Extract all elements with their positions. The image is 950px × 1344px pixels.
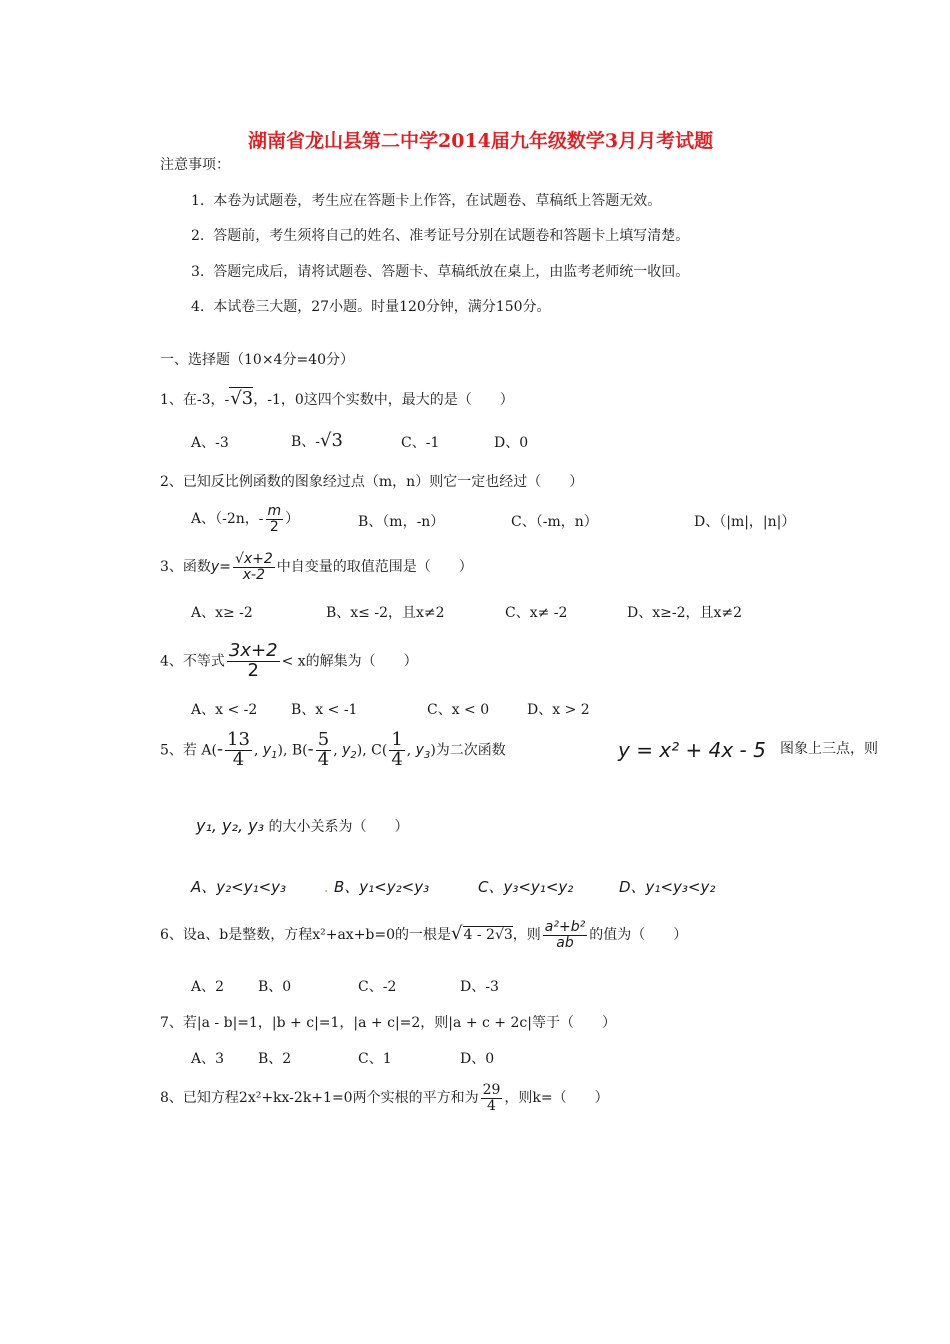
option-a[interactable]: A、-3	[191, 435, 229, 451]
quadratic-function: y = x² + 4x - 5	[618, 738, 766, 762]
notice-item: 3. 答题完成后，请将试题卷、答题卡、草稿纸放在桌上，由监考老师统一收回。	[191, 264, 690, 280]
question-1: 1、在-3，-√3，-1，0这四个实数中，最大的是（ ）	[160, 388, 514, 409]
option-b[interactable]: B、y₁<y₂<y₃	[334, 878, 430, 896]
option-d[interactable]: D、x≥-2，且x≠2	[627, 605, 743, 621]
option-c[interactable]: C、1	[358, 1051, 392, 1067]
option-c[interactable]: C、（-m，n）	[511, 514, 598, 530]
mark-dot: .	[324, 880, 329, 896]
option-d[interactable]: D、-3	[460, 979, 499, 995]
option-a[interactable]: A、x≥ -2	[191, 605, 253, 621]
option-d[interactable]: D、0	[460, 1051, 495, 1067]
option-c[interactable]: C、y₃<y₁<y₂	[478, 878, 574, 896]
option-b[interactable]: B、（m，-n）	[358, 514, 445, 530]
option-d[interactable]: D、y₁<y₃<y₂	[619, 878, 716, 896]
option-b[interactable]: B、x < -1	[291, 702, 358, 718]
section-heading: 一、选择题（10×4分=40分）	[160, 352, 354, 368]
question-5-tail: 图象上三点，则	[780, 741, 878, 757]
option-c[interactable]: C、-1	[401, 435, 440, 451]
sqrt-3: √3	[230, 388, 254, 409]
notice-heading: 注意事项：	[160, 157, 230, 173]
notice-item: 1. 本卷为试题卷，考生应在答题卡上作答，在试题卷、草稿纸上答题无效。	[191, 193, 662, 209]
question-3: 3、函数y= $\frac{√x+2}{x-2}$ 中自变量的取值范围是（ ）	[160, 551, 473, 583]
option-d[interactable]: D、0	[494, 435, 529, 451]
question-7: 7、若|a - b|=1，|b + c|=1，|a + c|=2，则|a + c + 2c|等于（ ）	[160, 1015, 616, 1031]
option-a[interactable]: A、（-2n，- $\frac{m}{2}$ ）	[191, 503, 300, 535]
notice-item: 4. 本试卷三大题，27小题。时量120分钟，满分150分。	[191, 299, 551, 315]
question-5: 5、若 A(- $\frac{13}{4}$ , $y_1$), B(- $\frac{5}{4}$ , $y_2$), C( $\frac{1}{4}$ , $y_3$)为二次函数	[160, 729, 506, 770]
question-4: 4、不等式 $\frac{3x+2}{2}$ < x的解集为（ ）	[160, 640, 418, 681]
option-a[interactable]: A、y₂<y₁<y₃	[191, 878, 287, 896]
option-d[interactable]: D、x > 2	[527, 702, 590, 718]
option-d[interactable]: D、（|m|，|n|）	[694, 514, 796, 530]
question-5-line2: y₁, y₂, y₃ 的大小关系为（ ）	[196, 816, 409, 835]
option-a[interactable]: A、3	[191, 1051, 225, 1067]
option-b[interactable]: B、-√3	[291, 430, 343, 451]
option-c[interactable]: C、-2	[358, 979, 397, 995]
question-2: 2、已知反比例函数的图象经过点（m，n）则它一定也经过（ ）	[160, 474, 584, 490]
page-title: 湖南省龙山县第二中学2014届九年级数学3月月考试题	[248, 130, 714, 152]
option-c[interactable]: C、x≠ -2	[505, 605, 568, 621]
option-b[interactable]: B、2	[258, 1051, 292, 1067]
option-c[interactable]: C、x < 0	[427, 702, 490, 718]
option-a[interactable]: A、2	[191, 979, 225, 995]
option-a[interactable]: A、x < -2	[191, 702, 258, 718]
option-b[interactable]: B、0	[258, 979, 292, 995]
option-b[interactable]: B、x≤ -2，且x≠2	[326, 605, 445, 621]
notice-item: 2. 答题前，考生须将自己的姓名、准考证号分别在试题卷和答题卡上填写清楚。	[191, 228, 690, 244]
question-6: 6、设a、b是整数，方程x²+ax+b=0的一根是√4 - 2√3，则 $\frac{\text{a²+b²}}{ab}$ 的值为（ ）	[160, 919, 688, 951]
question-8: 8、已知方程2x²+kx-2k+1=0两个实根的平方和为 $\frac{29}{4}$ ，则k=（ ）	[160, 1082, 609, 1114]
